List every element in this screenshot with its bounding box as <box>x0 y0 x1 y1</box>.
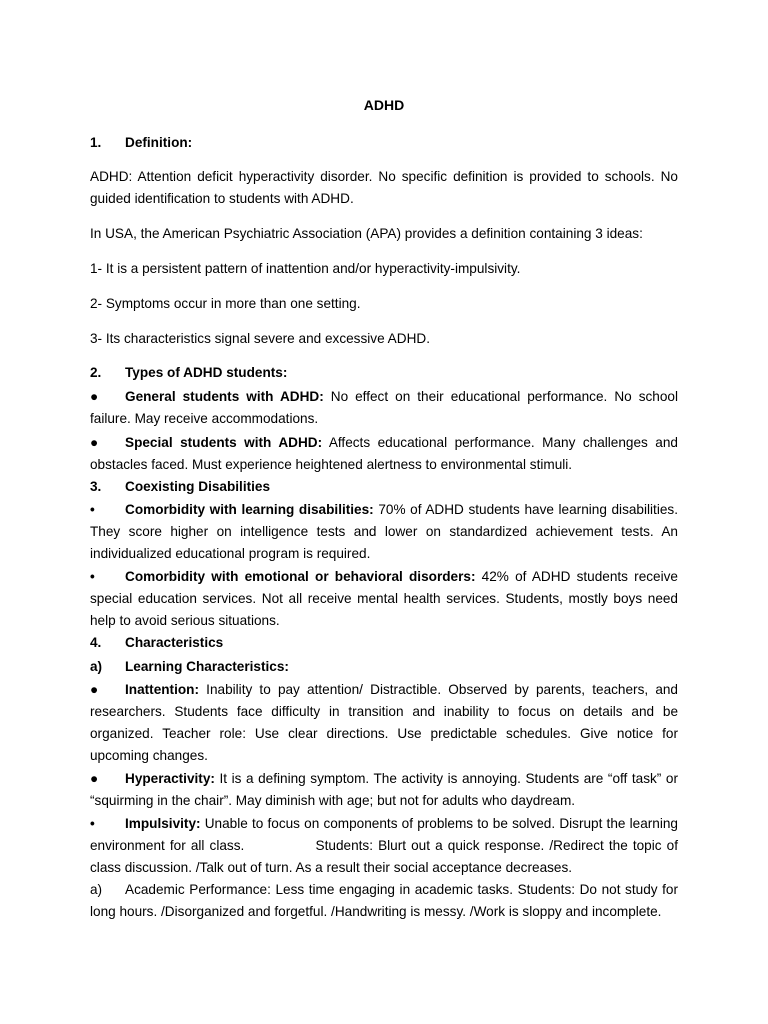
list-item <box>90 879 678 923</box>
document-body <box>90 94 682 923</box>
section-4-heading <box>90 632 678 654</box>
bullet-icon: ● <box>90 682 99 697</box>
list-item-text: No effect on their educational performance. No school failure. May receive accommodations. <box>90 389 678 426</box>
subsection-a-title: Learning Characteristics: <box>125 659 289 674</box>
section-3-number: 3. <box>90 479 102 494</box>
section-3-title: Coexisting Disabilities <box>125 479 271 494</box>
section-1-title: Definition: <box>125 135 193 150</box>
section-2-title: Types of ADHD students: <box>125 365 288 380</box>
list-item-marker: a) <box>90 882 103 897</box>
document-title: ADHD <box>363 97 405 113</box>
section-2-heading <box>90 362 678 384</box>
bullet-icon: ● <box>90 389 99 404</box>
section-4-title: Characteristics <box>125 635 224 650</box>
section-2-number: 2. <box>90 365 102 380</box>
list-item-text: 70% of ADHD students have learning disabilities. They score higher on intelligence tests and lower on standardized achievement tests. An individualized educational program is required. <box>90 502 678 561</box>
list-item-label: General students with ADHD: <box>125 389 324 404</box>
list-item <box>90 679 678 767</box>
list-item-label: Inattention: <box>125 682 199 697</box>
section-4-number: 4. <box>90 635 102 650</box>
bullet-icon: • <box>90 816 95 831</box>
section-3-heading <box>90 476 678 498</box>
section-1-number: 1. <box>90 135 102 150</box>
bullet-icon: • <box>90 502 95 517</box>
list-item-label: Impulsivity: <box>125 816 201 831</box>
bullet-icon: ● <box>90 435 99 450</box>
list-item-label: Hyperactivity: <box>125 771 215 786</box>
definition-paragraph-2: In USA, the American Psychiatric Association (APA) provides a definition containing 3 ideas: <box>90 226 643 241</box>
list-item-label: Comorbidity with learning disabilities: <box>125 502 374 517</box>
bullet-icon: ● <box>90 771 99 786</box>
subsection-a-heading <box>90 656 678 678</box>
list-item <box>90 386 678 430</box>
list-item-text: Unable to focus on components of problems to be solved. Disrupt the learning environment for all class. Students: Blurt out a quick response. /Redirect the topic of class discussion. /Talk out of turn. As a result their social acceptance decreases. <box>90 816 682 875</box>
subsection-a-number: a) <box>90 659 103 674</box>
list-item-label: Special students with ADHD: <box>125 435 323 450</box>
list-item <box>90 432 678 476</box>
list-item-label: Comorbidity with emotional or behavioral disorders: <box>125 569 476 584</box>
list-item-text: It is a defining symptom. The activity is annoying. Students are “off task” or “squirming in the chair”. May diminish with age; but not for adults who daydream. <box>90 771 678 808</box>
list-item-text: Affects educational performance. Many challenges and obstacles faced. Must experience heightened alertness to environmental stimuli. <box>90 435 678 472</box>
bullet-icon: • <box>90 569 95 584</box>
list-item-text: Inability to pay attention/ Distractible. Observed by parents, teachers, and researchers. Students face difficulty in transition and inability to focus on details and be organized. Teacher role: Use clear directions. Use predictable schedules. Give notice for upcoming changes. <box>90 682 678 763</box>
definition-idea-3: 3- Its characteristics signal severe and excessive ADHD. <box>90 331 430 346</box>
list-item <box>90 499 678 565</box>
list-item-text: Academic Performance: Less time engaging in academic tasks. Students: Do not study for long hours. /Disorganized and forgetful. /Handwriting is messy. /Work is sloppy and incomplete. <box>90 882 678 919</box>
definition-paragraph-1: ADHD: Attention deficit hyperactivity disorder. No specific definition is provided to schools. No guided identification to students with ADHD. <box>90 169 678 206</box>
list-item-text: 42% of ADHD students receive special education services. Not all receive mental health services. Students, mostly boys need help to avoid serious situations. <box>90 569 678 628</box>
list-item <box>90 566 678 632</box>
section-1-heading <box>90 132 678 154</box>
definition-idea-1: 1- It is a persistent pattern of inattention and/or hyperactivity-impulsivity. <box>90 261 521 276</box>
definition-idea-2: 2- Symptoms occur in more than one setting. <box>90 296 361 311</box>
list-item <box>90 768 678 812</box>
list-item <box>90 813 682 879</box>
